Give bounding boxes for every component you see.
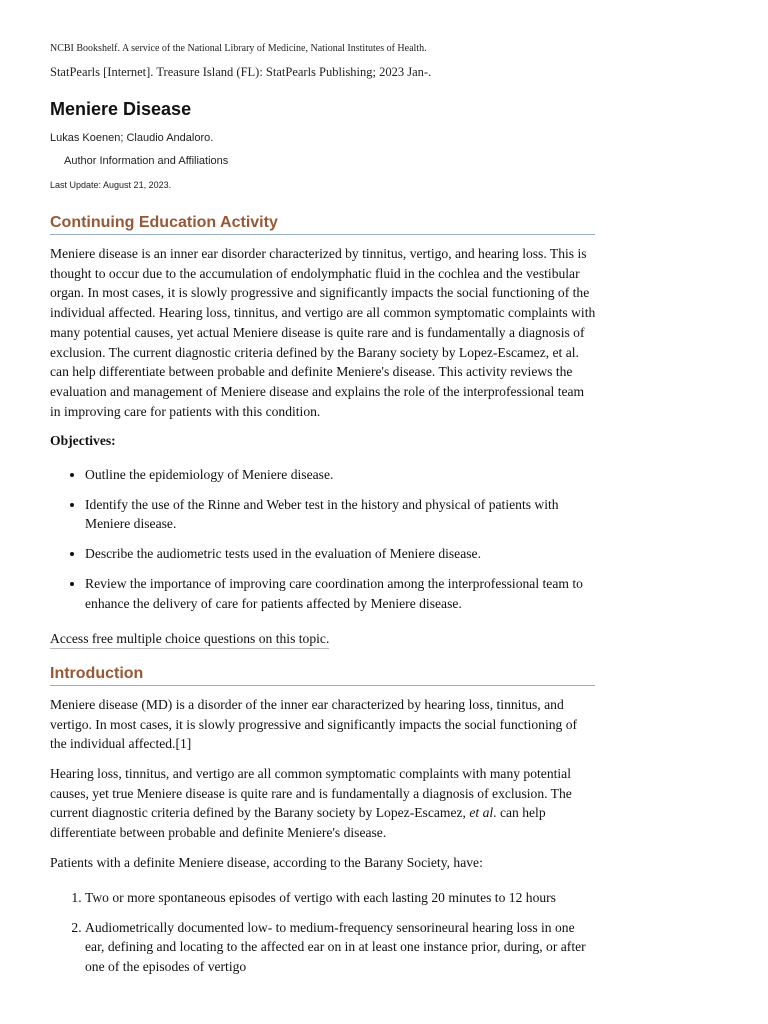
heading-introduction: Introduction — [50, 664, 595, 686]
list-item: • Identify the use of the Rinne and Weber test in the history and physical of patients with Meniere disease. — [85, 495, 596, 534]
reference-link[interactable]: [1] — [175, 736, 192, 752]
et-al-italic: et al — [469, 805, 494, 821]
objectives-label: Objectives: — [50, 433, 116, 448]
authors: Lukas Koenen; Claudio Andaloro. — [50, 132, 214, 144]
heading-continuing-education: Continuing Education Activity — [50, 213, 595, 235]
intro-paragraph-2-end: . can help differentiate between probable and definite Meniere's disease. — [50, 805, 546, 841]
cea-paragraph: Meniere disease is an inner ear disorder characterized by tinnitus, vertigo, and hearing loss. This is thought to occur due to the accumulation of endolymphatic fluid in the cochlea and the vestibular organ. In most cases, it is slowly progressive and significantly impacts the social functioning of the individual affected. Hearing loss, tinnitus, and vertigo are all common symptomatic complaints with many potential causes, yet actual Meniere disease is quite rare and is fundamentally a diagnosis of exclusion. The current diagnostic criteria defined by the Barany society by Lopez-Escamez, et al. can help differentiate between probable and definite Meniere's disease. This activity reviews the evaluation and management of Meniere disease and explains the role of the interprofessional team in improving care for patients with this condition. — [50, 246, 596, 419]
intro-paragraph-3: Patients with a definite Meniere disease, according to the Barany Society, have: — [50, 855, 483, 870]
page-title: Meniere Disease — [50, 99, 192, 119]
author-affiliations-link[interactable]: Author Information and Affiliations — [64, 155, 229, 167]
objectives-list — [50, 465, 596, 623]
list-item: 2. Audiometrically documented low- to medium-frequency sensorineural hearing loss in one ear, defining and locating to the affected ear on in at least one instance prior, during, or after one of the episodes of vertigo — [85, 918, 596, 977]
mcq-access-link[interactable]: Access free multiple choice questions on this topic. — [50, 629, 329, 649]
intro-paragraph-2 — [50, 764, 596, 843]
last-update: Last Update: August 21, 2023. — [50, 180, 172, 190]
intro-paragraph-2-text: Hearing loss, tinnitus, and vertigo are all common symptomatic complaints with many potential causes, yet true Meniere disease is quite rare and is fundamentally a diagnosis of exclusion. The current diagnostic criteria defined by the Barany society by Lopez-Escamez, — [50, 766, 572, 821]
criteria-list — [50, 888, 596, 987]
publication-citation: StatPearls [Internet]. Treasure Island (FL): StatPearls Publishing; 2023 Jan-. — [50, 65, 432, 79]
list-item: • Review the importance of improving care coordination among the interprofessional team to enhance the delivery of care for patients affected by Meniere disease. — [85, 574, 596, 613]
list-item: • Describe the audiometric tests used in the evaluation of Meniere disease. — [85, 544, 596, 564]
list-item: • Outline the epidemiology of Meniere disease. — [85, 465, 596, 485]
intro-paragraph-1 — [50, 695, 596, 754]
bookshelf-notice: NCBI Bookshelf. A service of the National Library of Medicine, National Institutes of Health. — [50, 43, 427, 54]
intro-paragraph-1-text: Meniere disease (MD) is a disorder of the inner ear characterized by hearing loss, tinnitus, and vertigo. In most cases, it is slowly progressive and significantly impacts the social functioning of the individual affected. — [50, 697, 578, 752]
list-item: 1. Two or more spontaneous episodes of vertigo with each lasting 20 minutes to 12 hours — [85, 888, 596, 908]
